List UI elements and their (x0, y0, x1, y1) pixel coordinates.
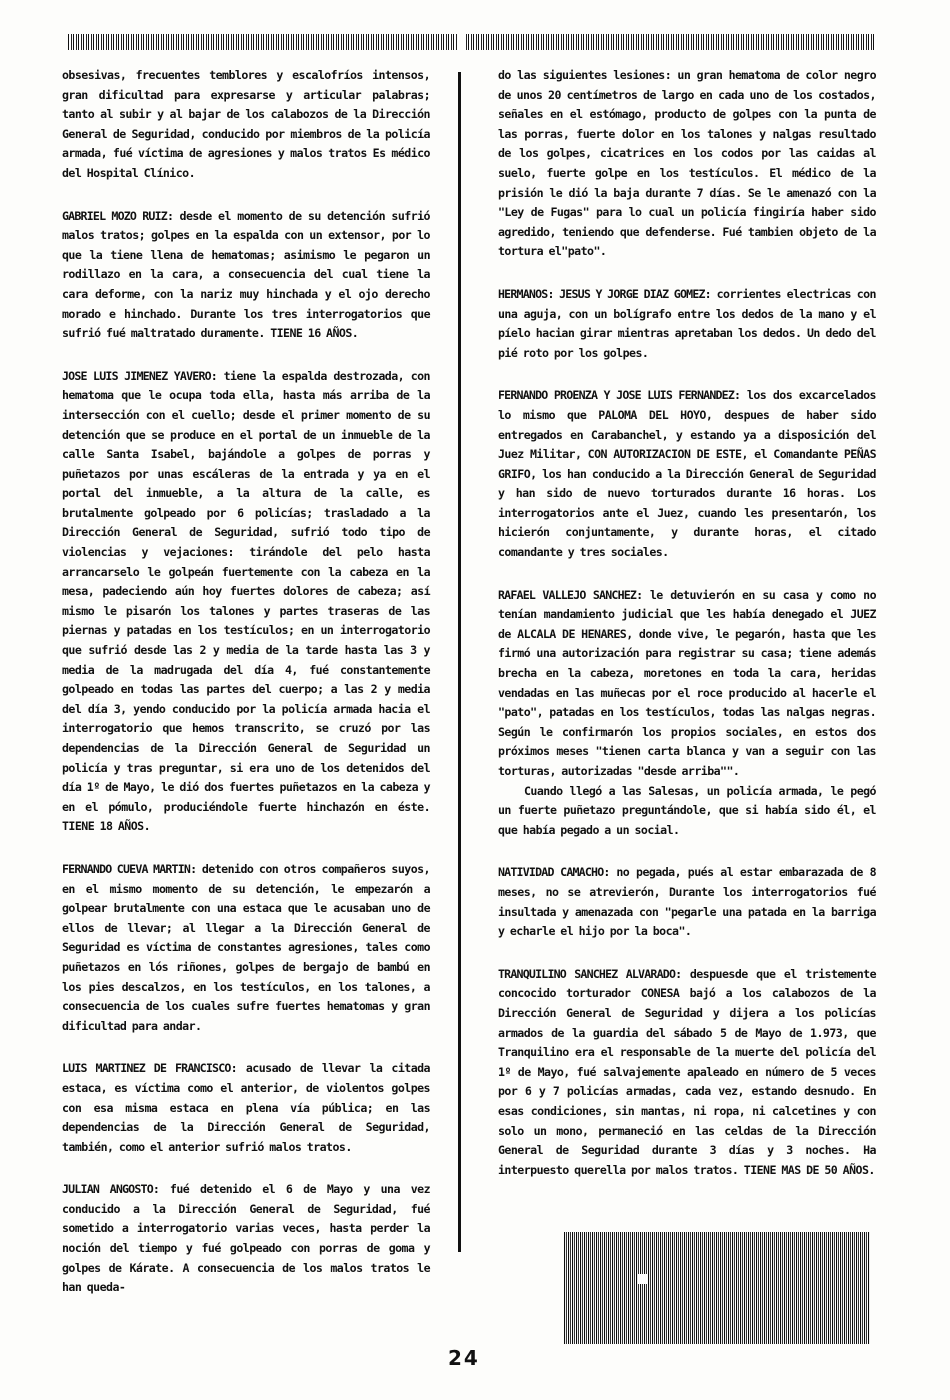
testimony-text: fué detenido el 6 de Mayo y una vez conducido a la Dirección General de Seguridad, fué sometido a interrogatorio varias veces, hasta perder la noción del tiempo y fué golpeado con porras de goma y golpes de Kárate. A consecuencia de los malos tratos le han queda- (62, 1182, 430, 1295)
testimony-paragraph (62, 367, 430, 837)
person-name: FERNANDO CUEVA MARTIN: (62, 861, 197, 876)
testimony-entry (62, 367, 430, 837)
page-number: 24 (448, 1346, 480, 1370)
testimony-paragraph (498, 965, 876, 1181)
person-name: JOSE LUIS JIMENEZ YAVERO: (62, 368, 217, 383)
column-divider (458, 72, 461, 1252)
testimony-paragraph (498, 66, 876, 262)
testimony-text: no pegada, pués al estar embarazada de 8 meses, no se atrevierón, Durante los interrogatorios fué insultada y amenazada con "pegarle una patada en la barriga y echarle el hijo por la boca". (498, 865, 876, 939)
left-column (62, 66, 430, 1321)
person-name: HERMANOS: JESUS Y JORGE DIAZ GOMEZ: (498, 286, 711, 301)
person-name: RAFAEL VALLEJO SANCHEZ: (498, 587, 643, 602)
right-column (498, 66, 876, 1203)
testimony-paragraph (498, 782, 876, 841)
testimony-paragraph (498, 285, 876, 363)
testimony-paragraph (498, 386, 876, 562)
testimony-text: corrientes electricas con una aguja, con un bolígrafo entre los dedos de la mano y el píelo hacian girar mientras apretaban los dedos. Un dedo del pié roto por los golpes. (498, 286, 876, 360)
person-name: LUIS MARTINEZ DE FRANCISCO: (62, 1061, 237, 1076)
testimony-paragraph (498, 863, 876, 941)
testimony-entry (62, 66, 430, 184)
person-name: TRANQUILINO SANCHEZ ALVARADO: (498, 966, 682, 981)
testimony-entry (498, 285, 876, 363)
testimony-text: los dos excarcelados lo mismo que PALOMA DEL HOYO, despues de haber sido entregados en Carabanchel, y estando ya a disposición del Juez Militar, CON AUTORIZACION DE ESTE, el Comandante PEÑAS GRIFO, los han conducido a la Dirección General de Seguridad y han sido de nuevo torturados durante 16 horas. Los interrogatorios ante el Juez, cuando les presentarón, los hicierón conjuntamente, y durante horas, el citado comandante y tres sociales. (498, 388, 876, 560)
testimony-text: do las siguientes lesiones: un gran hematoma de color negro de unos 20 centímetros de largo en cada uno de los costados, señales en el estómago, producto de golpes con la punta de las porras, fuerte dolor en los talones y nalgas resultado de los golpes, cicatrices en los codos por las caidas al suelo, fuerte golpe en los testículos. El médico de la prisión le dió la baja durante 7 días. Se le amenazó con la "Ley de Fugas" para lo cual un policía fingiría haber sido agredido, teniendo que defenderse. Fué tambien objeto de la tortura el"pato". (498, 68, 876, 259)
testimony-text: Cuando llegó a las Salesas, un policía armada, le pegó un fuerte puñetazo preguntándole, que si había sido él, el que había pegado a un social. (498, 783, 876, 837)
testimony-text: tiene la espalda destrozada, con hematoma que le ocupa toda ella, hasta más arriba de la intersección con el cuello; desde el primer momento de su detención que se produce en el portal de un inmueble de la calle Santa Isabel, bajándole a golpes de porras y puñetazos por unas escáleras de la entrada y ya en el portal del inmueble, a la altura de la calle, es brutalmente golpeado por 6 policías; trasladado a la Dirección General de Seguridad, sufrió todo tipo de violencias y vejaciones: tirándole del pelo hasta arrancarselo le golpeán fuertemente con la cabeza en la mesa, padeciendo aún hoy fuertes dolores de cabeza; así mismo le pisarón los talones y partes traseras de las piernas y patadas en los testículos; en un interrogatorio que sufrió desde las 2 y media de la tarde hasta las 3 y media de la madrugada del día 4, fué constantemente golpeado en todas las partes del cuerpo; a las 2 y media del día 3, yendo conducido por la policía armada hacia el interrogatorio que hemos transcrito, se cruzó por las dependencias de la Dirección General de Seguridad un policía y tras preguntar, si era uno de los detenidos del día 1º de Mayo, le dió dos fuertes puñetazos en la cabeza y en el pómulo, produciéndole fuerte hinchazón en éste. TIENE 18 AÑOS. (62, 368, 430, 834)
person-name: GABRIEL MOZO RUIZ: (62, 208, 174, 223)
person-name: FERNANDO PROENZA Y JOSE LUIS FERNANDEZ: (498, 388, 741, 403)
testimony-paragraph (62, 66, 430, 184)
testimony-text: le detuvierón en su casa y como no tenían mandamiento judicial que les había denegado el JUEZ de ALCALA DE HENARES, donde vive, le pegarón, hasta que les firmó una autorización para registrar su casa; tiene además brecha en la cabeza, moretones en toda la cara, heridas vendadas en las muñecas por el roce producido al hacerle el "pato", patadas en los testículos, todas las nalgas negras. Según le confirmarón los propios sociales, en estos dos próximos meses "tienen carta blanca y van a seguir con las torturas, autorizadas "desde arriba"". (498, 587, 876, 778)
testimony-paragraph (62, 1059, 430, 1157)
testimony-entry (498, 386, 876, 562)
testimony-paragraph (62, 207, 430, 344)
testimony-paragraph (498, 586, 876, 782)
testimony-entry (498, 586, 876, 841)
halftone-image (564, 1232, 870, 1344)
testimony-entry (62, 1059, 430, 1157)
testimony-text: despuesde que el tristemente concocido torturador CONESA bajó a los calabozos de la Dirección General de Seguridad y dijera a los policías armados de la guardia del sábado 5 de Mayo de 1.973, que Tranquilino era el responsable de la muerte del policía del 1º de Mayo, fué salvajemente apaleado en número de 5 veces por 6 y 7 policías armadas, cada vez, estando desnudo. En esas condiciones, sin mantas, ni ropa, ni calcetines y con solo un mono, permaneció en las celdas de la Dirección General de Seguridad durante 3 días y 3 noches. Ha interpuesto querella por malos tratos. TIENE MAS DE 50 AÑOS. (498, 966, 876, 1177)
testimony-paragraph (62, 1180, 430, 1298)
testimony-text: desde el momento de su detención sufrió malos tratos; golpes en la espalda con un extensor, por lo que la tiene llena de hematomas; asimismo le pegaron un rodillazo en la cara, a consecuencia del cual tiene la cara deforme, con la nariz muy hinchada y el ojo derecho morado e hinchado. Durante los tres interrogatorios que sufrió fué maltratado duramente. TIENE 16 AÑOS. (62, 208, 430, 341)
person-name: NATIVIDAD CAMACHO: (498, 865, 610, 880)
testimony-entry (498, 965, 876, 1181)
testimony-entry (62, 1180, 430, 1298)
person-name: JULIAN ANGOSTO: (62, 1182, 160, 1197)
testimony-text: obsesivas, frecuentes temblores y escalofríos intensos, gran dificultad para expresarse y articular palabras; tanto al subir y al bajar de los calabozos de la Dirección General de Seguridad, conducido por miembros de la policía armada, fué víctima de agresiones y malos tratos Es médico del Hospital Clínico. (62, 68, 430, 180)
testimony-entry (498, 863, 876, 941)
testimony-entry (62, 207, 430, 344)
header-barcode-strip (68, 34, 876, 50)
testimony-entry (498, 66, 876, 262)
testimony-text: detenido con otros compañeros suyos, en el mismo momento de su detención, le empezarón a golpear brutalmente con una estaca que le acusaban uno de ellos de llevar; al llegar a la Dirección General de Seguridad es víctima de constantes agresiones, tales como puñetazos en lós riñones, golpes de bergajo de bambú en los pies descalzos, en los testículos, en los talones, a consecuencia de los cuales sufre fuertes hematomas y gran dificultad para andar. (62, 861, 430, 1033)
testimony-text: acusado de llevar la citada estaca, es víctima como el anterior, de violentos golpes con esa misma estaca en plena vía pública; en las dependencias de la Dirección General de Seguridad, también, como el anterior sufrió malos tratos. (62, 1061, 430, 1154)
testimony-paragraph (62, 860, 430, 1036)
testimony-entry (62, 860, 430, 1036)
